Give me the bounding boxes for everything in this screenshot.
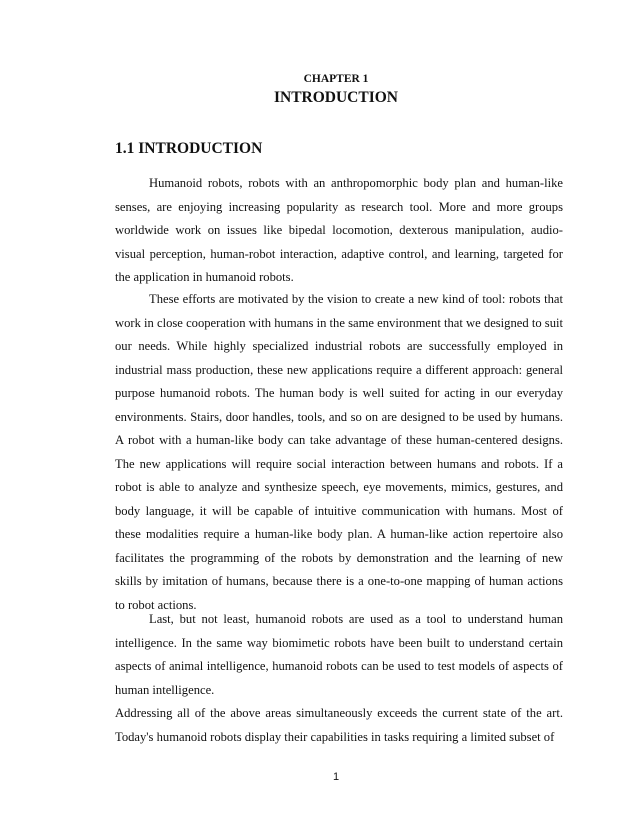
chapter-label: CHAPTER 1: [303, 73, 369, 85]
paragraph-3: Last, but not least, humanoid robots are used as a tool to understand human intelligence. In the same way biomimetic robots have been built to understand certain aspects of animal intelligence, humanoid robots can be used to test models of aspects of human intelligence.: [115, 612, 563, 697]
section-heading: 1.1 INTRODUCTION: [115, 140, 263, 157]
chapter-title: INTRODUCTION: [273, 89, 398, 106]
body-block-1: [115, 172, 563, 290]
paragraph-4: Addressing all of the above areas simultaneously exceeds the current state of the art. Today's humanoid robots display their capabilities in tasks requiring a limited subset of: [115, 706, 563, 744]
body-block-2: [115, 288, 563, 617]
page-number: 1: [332, 771, 340, 783]
paragraph-2: These efforts are motivated by the vision to create a new kind of tool: robots that work in close cooperation with humans in the same environment that we designed to suit our needs. While highly specialized industrial robots are successfully employed in industrial mass production, these new applications require a different approach: general purpose humanoid robots. The human body is well suited for acting in our everyday environments. Stairs, door handles, tools, and so on are designed to be used by humans. A robot with a human-like body can take advantage of these human-centered designs. The new applications will require social interaction between humans and robots. If a robot is able to analyze and synthesize speech, eye movements, mimics, gestures, and body language, it will be capable of intuitive communication with humans. Most of these modalities require a human-like body plan. A human-like action repertoire also facilitates the programming of the robots by demonstration and the learning of new skills by imitation of humans, because there is a one-to-one mapping of human actions to robot actions.: [115, 292, 563, 612]
body-block-3: [115, 608, 563, 749]
paragraph-1: Humanoid robots, robots with an anthropomorphic body plan and human-like senses, are enjoying increasing popularity as research tool. More and more groups worldwide work on issues like bipedal locomotion, dexterous manipulation, audio-visual perception, human-robot interaction, adaptive control, and learning, targeted for the application in humanoid robots.: [115, 176, 563, 284]
